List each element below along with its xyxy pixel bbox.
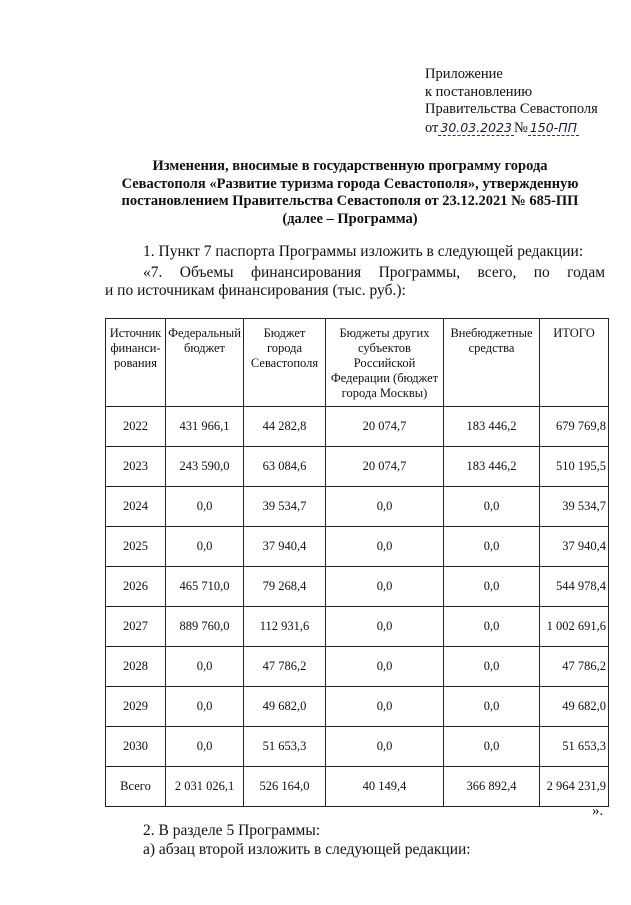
document-title: [100, 158, 600, 228]
table-row: [106, 407, 609, 447]
paragraph-4: а) абзац второй изложить в следующей редакции:: [143, 841, 471, 858]
cell-total: 544 978,4: [540, 567, 609, 607]
cell-city: 44 282,8: [244, 407, 326, 447]
title-line-1: Изменения, вносимые в государственную программу города: [152, 158, 548, 174]
date-prefix: от: [425, 119, 439, 136]
para2-word-3: Программы,: [378, 264, 461, 281]
header-federal: Федеральный бюджет: [166, 319, 244, 407]
table-row: [106, 527, 609, 567]
cell-total: 39 534,7: [540, 487, 609, 527]
cell-federal: 243 590,0: [166, 447, 244, 487]
paragraph-2-line-1: [143, 264, 605, 282]
cell-total: 679 769,8: [540, 407, 609, 447]
table-row: [106, 727, 609, 767]
cell-year: 2026: [106, 567, 166, 607]
table-row: [106, 607, 609, 647]
title-line-2: Севастополя «Развитие туризма города Севастополя», утвержденную: [121, 175, 579, 192]
cell-federal: 889 760,0: [166, 607, 244, 647]
cell-extra: 0,0: [444, 687, 540, 727]
cell-total: 510 195,5: [540, 447, 609, 487]
para2-word-1: «7. Объемы: [143, 264, 234, 281]
cell-city: 79 268,4: [244, 567, 326, 607]
header-extrabudgetary: Внебюджетные средства: [444, 319, 540, 407]
table-total-row: [106, 767, 609, 807]
header-city: Бюджет города Севастополя: [244, 319, 326, 407]
table-row: [106, 447, 609, 487]
cell-city: 37 940,4: [244, 527, 326, 567]
table-header-row: [106, 319, 609, 407]
table-row: [106, 687, 609, 727]
handwritten-date: 30.03.2023: [440, 119, 512, 135]
paragraph-2-line-2: и по источникам финансирования (тыс. руб.):: [105, 282, 406, 299]
cell-year: 2023: [106, 447, 166, 487]
financing-table: [105, 318, 609, 807]
cell-year: 2027: [106, 607, 166, 647]
title-line-3: постановлением Правительства Севастополя от 23.12.2021 № 685-ПП: [121, 193, 579, 209]
cell-year: 2028: [106, 647, 166, 687]
cell-extra: 366 892,4: [444, 767, 540, 807]
appendix-date-line: [425, 119, 598, 138]
number-prefix: №: [513, 119, 528, 136]
cell-total: 49 682,0: [540, 687, 609, 727]
appendix-block: [425, 66, 598, 137]
cell-federal: 2 031 026,1: [166, 767, 244, 807]
paragraph-1: 1. Пункт 7 паспорта Программы изложить в следующей редакции:: [143, 243, 584, 260]
appendix-line-2: к постановлению: [425, 83, 533, 100]
cell-year: 2024: [106, 487, 166, 527]
cell-federal: 0,0: [166, 727, 244, 767]
cell-year: 2030: [106, 727, 166, 767]
cell-city: 63 084,6: [244, 447, 326, 487]
cell-extra: 0,0: [444, 487, 540, 527]
para2-word-4: всего,: [477, 264, 517, 281]
header-total: ИТОГО: [540, 319, 609, 407]
cell-year: 2029: [106, 687, 166, 727]
cell-federal: 0,0: [166, 687, 244, 727]
cell-other: 0,0: [326, 527, 444, 567]
cell-total: 1 002 691,6: [540, 607, 609, 647]
cell-extra: 0,0: [444, 647, 540, 687]
closing-quote: ».: [592, 803, 604, 819]
cell-extra: 0,0: [444, 567, 540, 607]
title-line-4: (далее – Программа): [282, 210, 418, 227]
para2-word-5: по: [533, 264, 550, 281]
cell-city: 526 164,0: [244, 767, 326, 807]
table-row: [106, 487, 609, 527]
cell-city: 51 653,3: [244, 727, 326, 767]
cell-federal: 0,0: [166, 527, 244, 567]
cell-total: 37 940,4: [540, 527, 609, 567]
appendix-line-3: Правительства Севастополя: [425, 101, 598, 117]
cell-other: 0,0: [326, 607, 444, 647]
cell-other: 0,0: [326, 687, 444, 727]
cell-city: 49 682,0: [244, 687, 326, 727]
cell-city: 112 931,6: [244, 607, 326, 647]
cell-year: 2022: [106, 407, 166, 447]
cell-other: 20 074,7: [326, 407, 444, 447]
cell-year: 2025: [106, 527, 166, 567]
cell-extra: 0,0: [444, 527, 540, 567]
cell-other: 0,0: [326, 487, 444, 527]
paragraph-3: 2. В разделе 5 Программы:: [143, 822, 321, 839]
cell-extra: 0,0: [444, 727, 540, 767]
para2-word-6: годам: [567, 264, 606, 281]
cell-other: 20 074,7: [326, 447, 444, 487]
cell-city: 39 534,7: [244, 487, 326, 527]
handwritten-number: 150-ПП: [529, 119, 577, 135]
table-row: [106, 567, 609, 607]
header-other-subjects: Бюджеты других субъектов Российской Федерации (бюджет города Москвы): [326, 319, 444, 407]
cell-total: 47 786,2: [540, 647, 609, 687]
cell-total: 51 653,3: [540, 727, 609, 767]
cell-federal: 465 710,0: [166, 567, 244, 607]
cell-federal: 0,0: [166, 487, 244, 527]
cell-extra: 183 446,2: [444, 447, 540, 487]
header-source: Источник финанси-рования: [106, 319, 166, 407]
cell-federal: 0,0: [166, 647, 244, 687]
cell-city: 47 786,2: [244, 647, 326, 687]
cell-other: 0,0: [326, 567, 444, 607]
cell-federal: 431 966,1: [166, 407, 244, 447]
cell-other: 40 149,4: [326, 767, 444, 807]
cell-other: 0,0: [326, 647, 444, 687]
table-row: [106, 647, 609, 687]
cell-other: 0,0: [326, 727, 444, 767]
cell-total: 2 964 231,9: [540, 767, 609, 807]
para2-word-2: финансирования: [250, 264, 362, 281]
cell-extra: 183 446,2: [444, 407, 540, 447]
cell-extra: 0,0: [444, 607, 540, 647]
cell-year: Всего: [106, 767, 166, 807]
appendix-line-1: Приложение: [425, 66, 503, 82]
